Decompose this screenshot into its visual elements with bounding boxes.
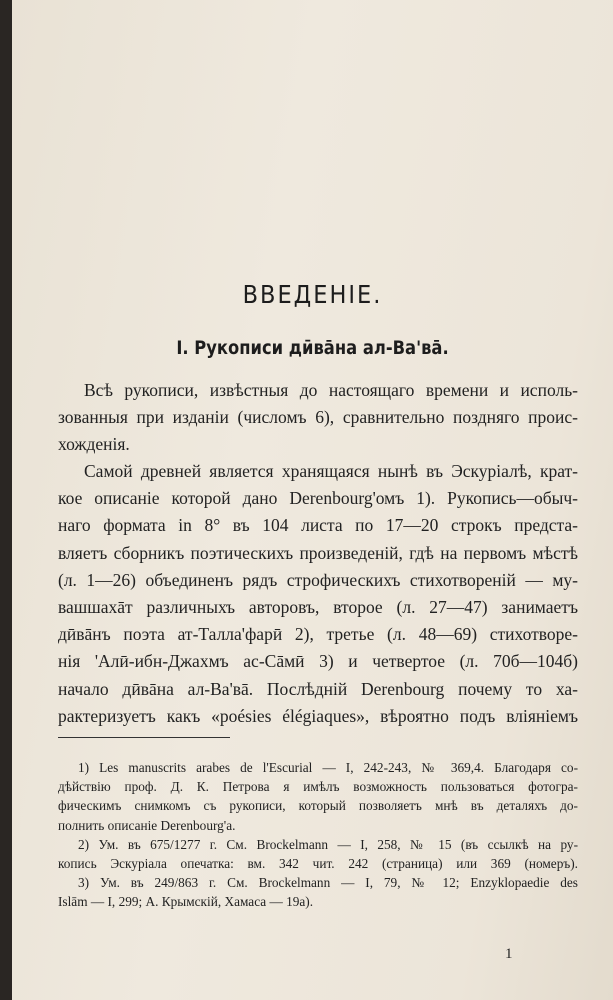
footnotes bbox=[58, 758, 578, 912]
footnote-line: 3) Ум. въ 249/863 г. См. Brockelmann — I, 79, № 12; Enzyklopaedie des bbox=[78, 875, 578, 891]
book-page bbox=[12, 0, 613, 1000]
page-content bbox=[12, 0, 613, 1000]
footnote-line: 1) Les manuscrits arabes de l'Escurial — I, 242-243, № 369,4. Благодаря со- bbox=[78, 760, 578, 775]
footnote-line: полнить описаніе Derenbourg'a. bbox=[58, 817, 236, 833]
footnote-line: Islām — I, 299; А. Крымскій, Хамаса — 19а). bbox=[58, 894, 314, 910]
section-heading: I. Рукописи дӣвāна ал-Ва'вā. bbox=[176, 337, 449, 359]
text-line: зованныя при изданіи (числомъ 6), сравнительно поздняго проис- bbox=[58, 407, 578, 428]
text-line: начало дӣвāна ал-Ва'вā. Послѣдній Derenbourg почему то ха- bbox=[58, 678, 578, 699]
text-line: дӣвāнъ поэта ат-Талла'фарӣ 2), третье (л. 48—69) стихотворе- bbox=[58, 624, 578, 645]
chapter-title: ВВЕДЕНІЕ. bbox=[242, 280, 383, 309]
paragraph-2 bbox=[58, 458, 578, 730]
footnote-divider bbox=[58, 737, 230, 738]
page-number: 1 bbox=[505, 946, 513, 962]
text-line: вляетъ сборникъ поэтическихъ произведеній, гдѣ на первомъ мѣстѣ bbox=[58, 542, 578, 563]
footnote-line: копись Эскуріала опечатка: вм. 342 чит. 242 (страница) или 369 (номеръ). bbox=[58, 856, 578, 872]
text-line: рактеризуетъ какъ «poésies élégiaques», вѣроятно подъ вліяніемъ bbox=[58, 705, 578, 726]
paragraph-1 bbox=[58, 377, 578, 459]
footnote-line: дѣйствію проф. Д. К. Петрова я имѣлъ возможность пользоваться фотогра- bbox=[58, 779, 578, 795]
footnote-line: фическимъ снимкомъ съ рукописи, который позволяетъ мнѣ въ деталяхъ до- bbox=[58, 798, 578, 814]
text-line: кое описаніе которой дано Derenbourg'омъ 1). Рукопись—обыч- bbox=[58, 488, 578, 509]
text-line: Самой древней является хранящаяся нынѣ въ Эскуріалѣ, крат- bbox=[84, 461, 578, 481]
text-line: наго формата in 8° въ 104 листа по 17—20 строкъ предста- bbox=[58, 515, 578, 536]
text-line: нія 'Алӣ-ибн-Джахмъ ас-Сāмӣ 3) и четвертое (л. 70б—104б) bbox=[58, 651, 578, 672]
text-line: вашшахāт различныхъ авторовъ, второе (л. 27—47) занимаетъ bbox=[58, 597, 578, 618]
text-line: хожденія. bbox=[58, 434, 130, 455]
text-line: (л. 1—26) объединенъ рядъ строфическихъ стихотвореній — му- bbox=[58, 569, 578, 590]
text-line: Всѣ рукописи, извѣстныя до настоящаго времени и исполь- bbox=[84, 380, 578, 400]
footnote-line: 2) Ум. въ 675/1277 г. См. Brockelmann — I, 258, № 15 (въ ссылкѣ на ру- bbox=[78, 836, 578, 852]
